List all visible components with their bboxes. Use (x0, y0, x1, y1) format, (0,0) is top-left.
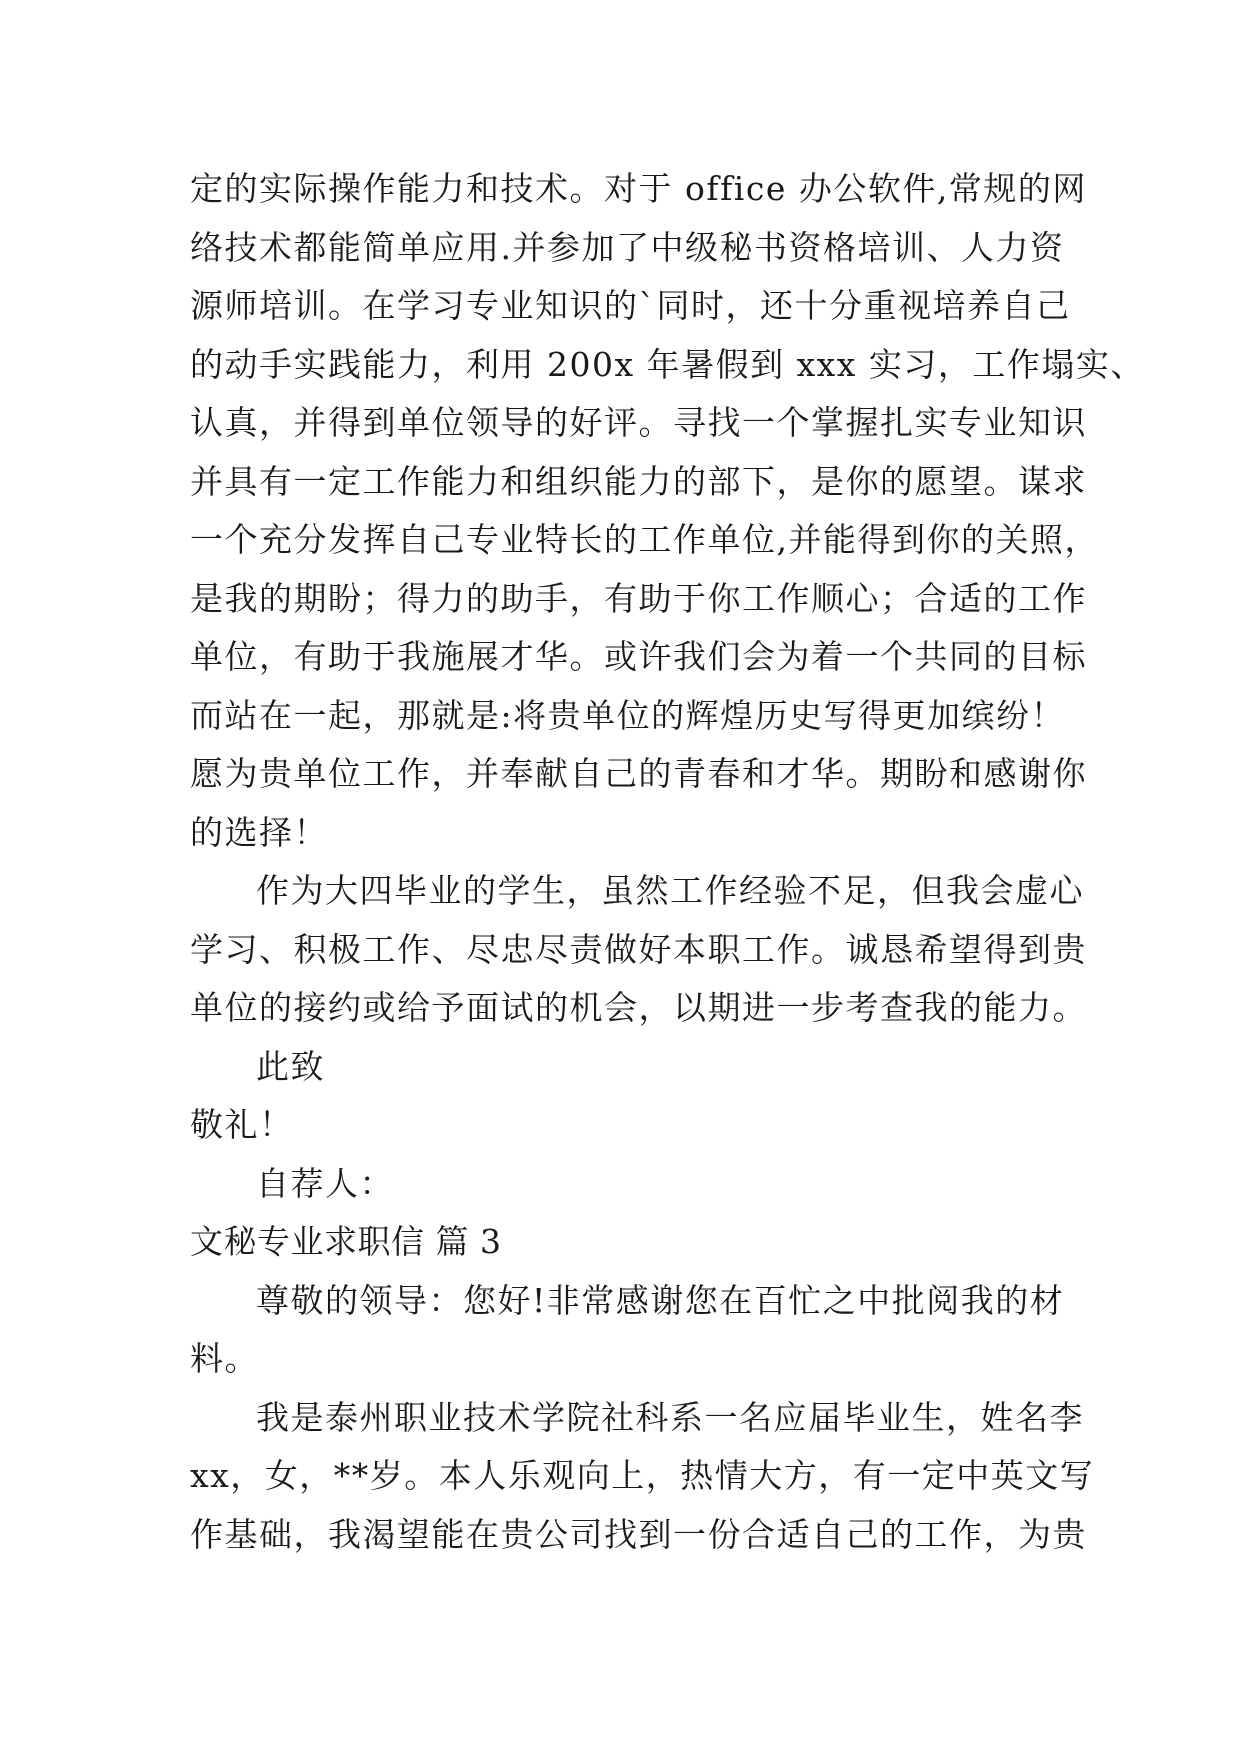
text-line: 愿为贵单位工作，并奉献自己的青春和才华。期盼和感谢你 (190, 754, 1087, 793)
text-line: 认真，并得到单位领导的好评。寻找一个掌握扎实专业知识 (190, 403, 1087, 442)
text-line: 的选择！ (190, 812, 328, 852)
text-line: 料。 (190, 1339, 259, 1378)
text-line: 一个充分发挥自己专业特长的工作单位,并能得到你的关照， (190, 520, 1099, 559)
paragraph-start-line: 作为大四毕业的学生，虽然工作经验不足，但我会虚心 (256, 871, 1084, 910)
text-line: 作基础，我渴望能在贵公司找到一份合适自己的工作，为贵 (190, 1514, 1087, 1554)
paragraph-start-line: 尊敬的领导：您好!非常感谢您在百忙之中批阅我的材 (256, 1280, 1065, 1320)
text-line: xx，女，**岁。本人乐观向上，热情大方，有一定中英文写 (190, 1456, 1095, 1495)
closing-regards: 敬礼！ (190, 1105, 294, 1144)
text-line: 学习、积极工作、尽忠尽责做好本职工作。诚恳希望得到贵 (190, 929, 1087, 969)
text-line: 单位，有助于我施展才华。或许我们会为着一个共同的目标 (190, 637, 1087, 676)
signature-label: 自荐人： (256, 1163, 394, 1203)
closing-salutation: 此致 (256, 1046, 325, 1086)
text-line: 络技术都能简单应用.并参加了中级秘书资格培训、人力资 (190, 227, 1065, 267)
text-line: 单位的接约或给予面试的机会，以期进一步考查我的能力。 (190, 988, 1087, 1027)
text-line: 是我的期盼；得力的助手，有助于你工作顺心；合适的工作 (190, 578, 1087, 618)
text-line: 源师培训。在学习专业知识的`同时，还十分重视培养自己 (190, 286, 1071, 325)
text-line: 并具有一定工作能力和组织能力的部下，是你的愿望。谋求 (190, 461, 1087, 501)
paragraph-start-line: 我是泰州职业技术学院社科系一名应届毕业生，姓名李 (256, 1397, 1084, 1437)
section-heading: 文秘专业求职信 篇 3 (190, 1222, 502, 1261)
text-line: 的动手实践能力，利用 200x 年暑假到 xxx 实习，工作塌实、 (190, 344, 1145, 384)
document-body (190, 160, 1145, 1564)
text-line: 而站在一起，那就是:将贵单位的辉煌历史写得更加缤纷！ (190, 695, 1066, 735)
text-line: 定的实际操作能力和技术。对于 office 办公软件,常规的网 (190, 169, 1087, 208)
